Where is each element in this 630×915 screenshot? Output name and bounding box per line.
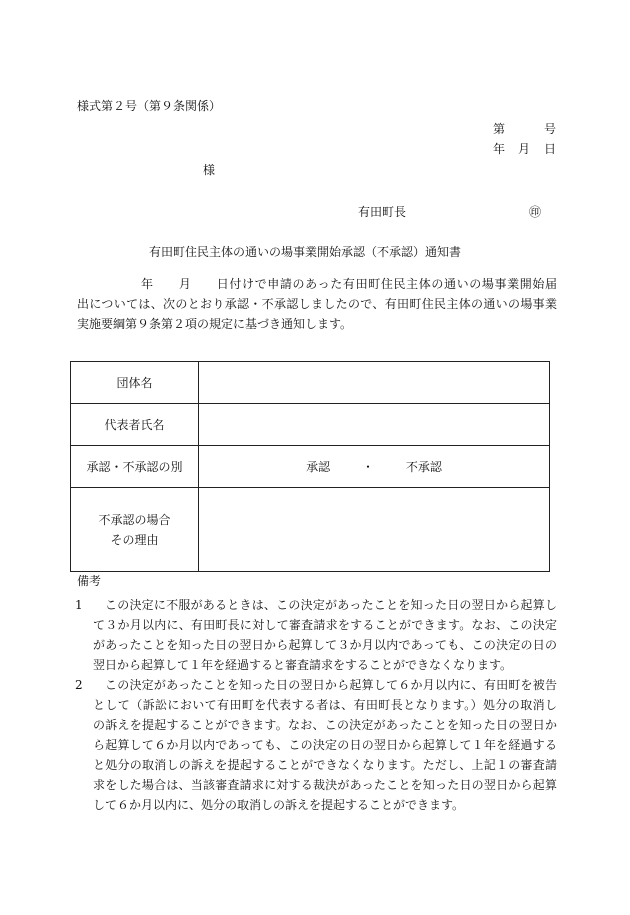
note-line: の訴えを提起することができます。なお、この決定があったことを知った日の翌日か bbox=[93, 718, 557, 732]
reason-value bbox=[199, 488, 550, 572]
doc-number-go: 号 bbox=[544, 122, 557, 136]
notes-heading: 備考 bbox=[77, 574, 102, 588]
approval-label: 承認・不承認の別 bbox=[71, 446, 199, 488]
document-title: 有田町住民主体の通いの場事業開始承認（不承認）通知書 bbox=[149, 245, 462, 259]
disapprove-option: 不承認 bbox=[405, 460, 442, 474]
note-line: この決定に不服があるときは、この決定があったことを知った日の翌日から起算し bbox=[105, 598, 557, 612]
group-name-label: 団体名 bbox=[71, 362, 199, 404]
note-number: 2 bbox=[75, 678, 83, 692]
sender-title: 有田町長 bbox=[358, 205, 407, 219]
body-line: 出については、次のとおり承認・不承認しましたので、有田町住民主体の通いの場事業 bbox=[77, 297, 557, 311]
doc-number-dai: 第 bbox=[493, 122, 506, 136]
approval-table bbox=[70, 361, 550, 572]
note-line: と処分の取消しの訴えを提起することができなくなります。ただし、上記１の審査請 bbox=[93, 758, 557, 772]
note-line: として（訴訟において有田町を代表する者は、有田町長となります。）処分の取消し bbox=[93, 698, 557, 712]
group-name-value bbox=[199, 362, 550, 404]
form-number: 様式第２号（第９条関係） bbox=[77, 99, 222, 113]
addressee-suffix: 様 bbox=[203, 163, 216, 177]
date-year: 年 bbox=[493, 142, 506, 156]
reason-label-line2: その理由 bbox=[110, 532, 159, 547]
note-line: 求をした場合は、当該審査請求に対する裁決があったことを知った日の翌日から起算 bbox=[93, 778, 557, 792]
note-line: て３か月以内に、有田町長に対して審査請求をすることができます。なお、この決定 bbox=[93, 618, 557, 632]
note-line: して６か月以内に、処分の取消しの訴えを提起することができます。 bbox=[93, 798, 465, 812]
reason-label bbox=[71, 488, 199, 572]
body-line: 実施要綱第９条第２項の規定に基づき通知します。 bbox=[77, 317, 353, 331]
body-line: 年 月 日付けで申請のあった有田町住民主体の通いの場事業開始届 bbox=[141, 277, 557, 291]
note-body bbox=[93, 595, 557, 675]
note-line: ら起算して６か月以内であっても、この決定の日の翌日から起算して１年を経過する bbox=[93, 738, 557, 752]
note-line: 翌日から起算して１年を経過すると審査請求をすることができなくなります。 bbox=[93, 658, 513, 672]
note-number: 1 bbox=[75, 598, 83, 612]
seal-mark: ㊞ bbox=[529, 205, 542, 219]
body-paragraph bbox=[77, 274, 557, 334]
note-line: があったことを知った日の翌日から起算して３か月以内であっても、この決定の日の bbox=[93, 638, 557, 652]
date-month: 月 bbox=[518, 142, 531, 156]
choice-separator: ・ bbox=[361, 460, 374, 474]
representative-label: 代表者氏名 bbox=[71, 404, 199, 446]
note-body bbox=[93, 675, 557, 815]
approval-choice bbox=[199, 446, 550, 488]
approve-option: 承認 bbox=[306, 460, 331, 474]
note-line: この決定があったことを知った日の翌日から起算して６か月以内に、有田町を被告 bbox=[105, 678, 557, 692]
reason-label-line1: 不承認の場合 bbox=[98, 512, 171, 527]
date-day: 日 bbox=[544, 142, 557, 156]
representative-value bbox=[199, 404, 550, 446]
